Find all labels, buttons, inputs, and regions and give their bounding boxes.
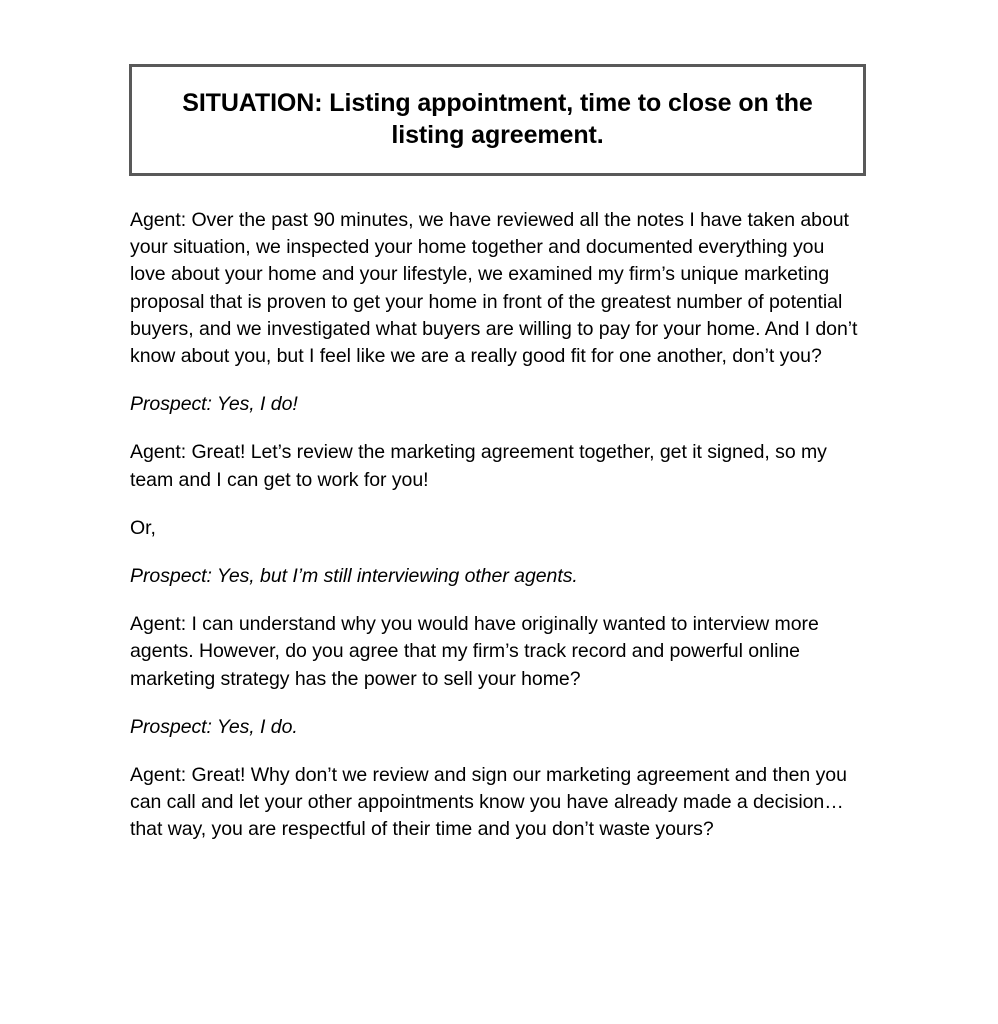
script-paragraph-connector: Or, bbox=[130, 516, 156, 539]
situation-callout-box bbox=[129, 64, 866, 176]
script-paragraph-agent: Agent: Great! Why don’t we review and sign our marketing agreement and then you can call and let your other appointments know you have already made a decision…that way, you are respectful of their time and you don’t waste yours? bbox=[130, 764, 847, 841]
script-body bbox=[130, 207, 864, 844]
situation-title: SITUATION: Listing appointment, time to close on the listing agreement. bbox=[182, 89, 813, 149]
script-paragraph-agent: Agent: Over the past 90 minutes, we have reviewed all the notes I have taken about your situation, we inspected your home together and documented everything you love about your home and your lifestyle, we examined my firm’s unique marketing proposal that is proven to get your home in front of the greatest number of potential buyers, and we investigated what buyers are willing to pay for your home. And I don’t know about you, but I feel like we are a really good fit for one another, don’t you? bbox=[130, 209, 858, 368]
script-paragraph-prospect: Prospect: Yes, I do! bbox=[130, 393, 298, 416]
script-paragraph-prospect: Prospect: Yes, I do. bbox=[130, 715, 298, 738]
script-paragraph-agent: Agent: Great! Let’s review the marketing agreement together, get it signed, so my team and I can get to work for you! bbox=[130, 441, 827, 491]
script-paragraph-prospect: Prospect: Yes, but I’m still interviewing other agents. bbox=[130, 565, 578, 588]
script-paragraph-agent: Agent: I can understand why you would have originally wanted to interview more agents. However, do you agree that my firm’s track record and powerful online marketing strategy has the power to sell your home? bbox=[130, 613, 819, 690]
